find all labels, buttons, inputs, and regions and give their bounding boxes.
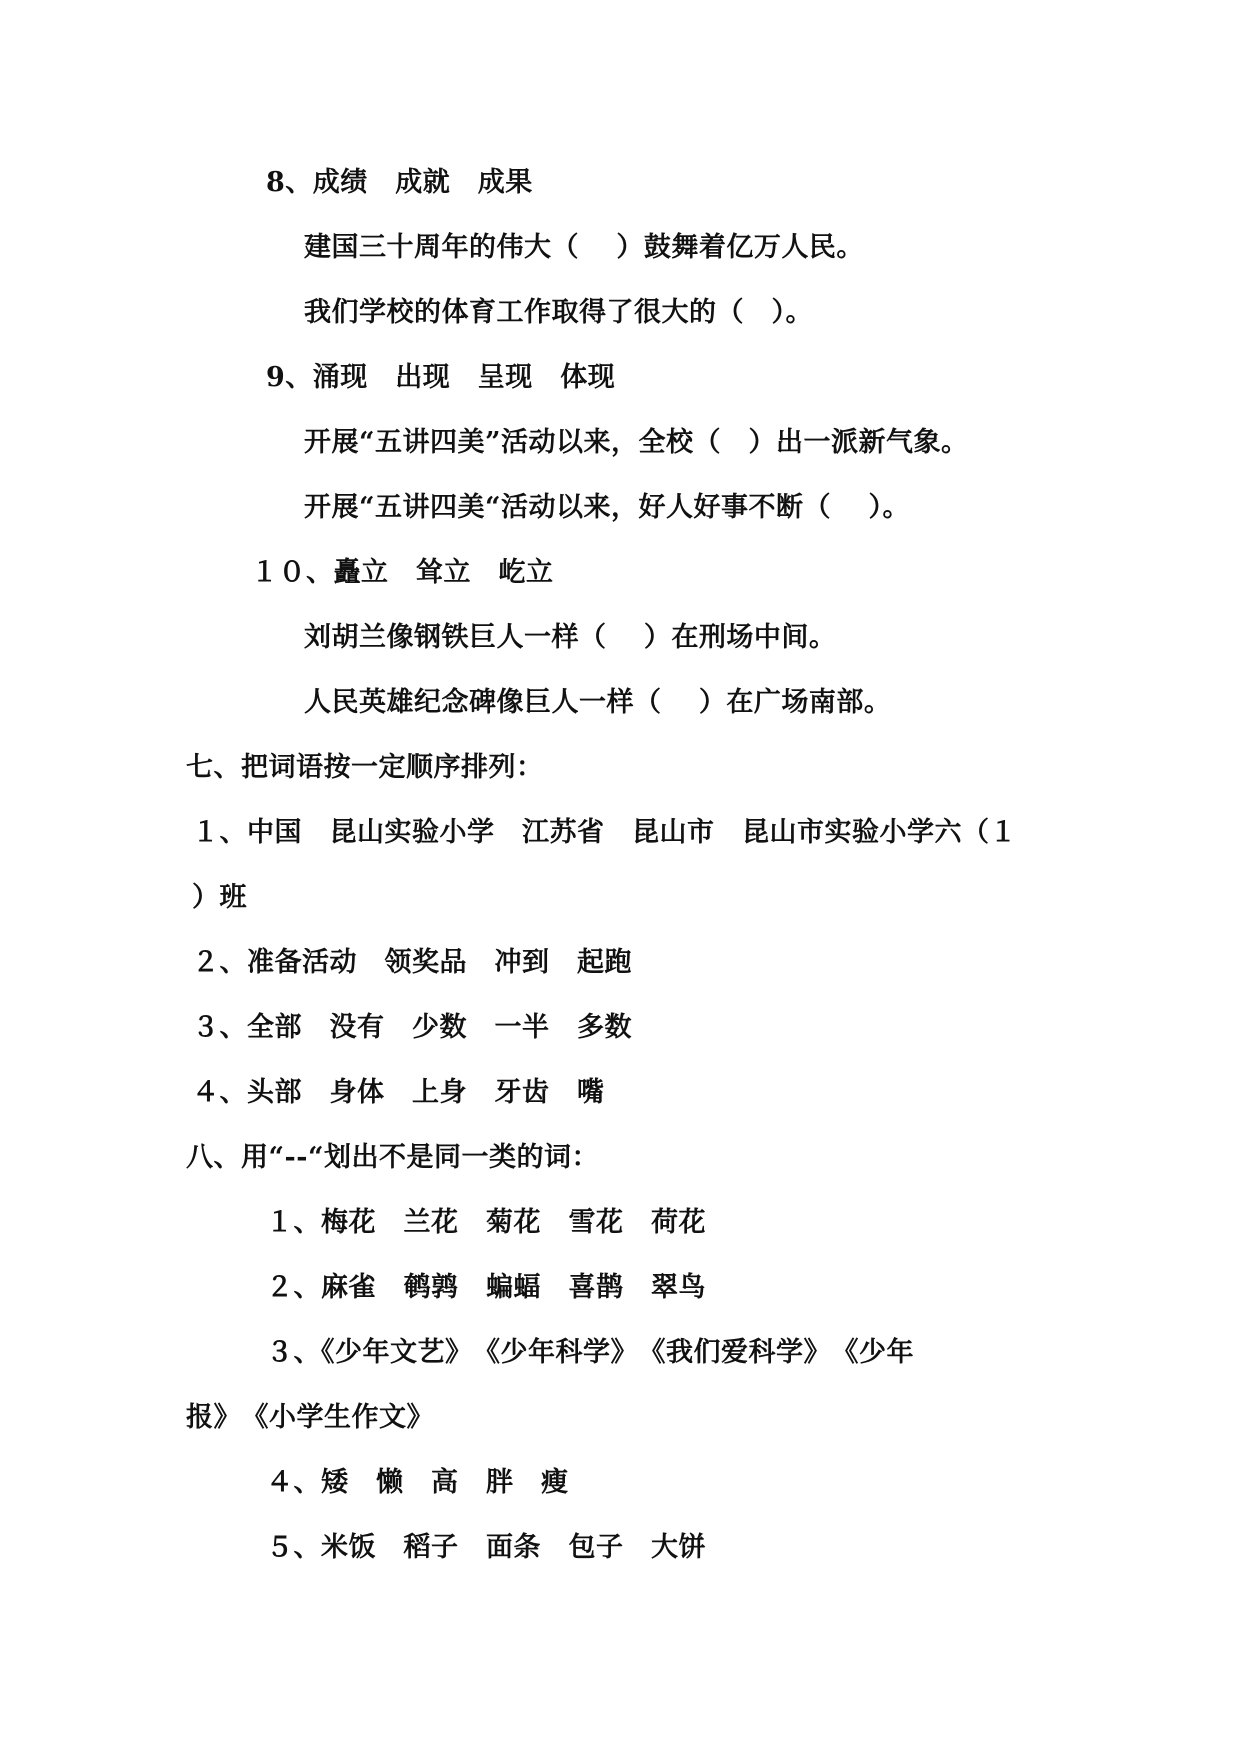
question-10-sentence-1: 刘胡兰像钢铁巨人一样（ ）在刑场中间。: [304, 622, 837, 653]
question-8-sentence-2: 我们学校的体育工作取得了很大的（ ）。: [304, 297, 813, 328]
section-7-item-3: ３、全部 没有 少数 一半 多数: [192, 1012, 632, 1043]
section-7-item-2: ２、准备活动 领奖品 冲到 起跑: [192, 947, 632, 978]
question-8-sentence-1: 建国三十周年的伟大（ ）鼓舞着亿万人民。: [304, 232, 864, 263]
section-8-item-1: １、梅花 兰花 菊花 雪花 荷花: [266, 1207, 706, 1238]
section-7-item-1-line-1: １、中国 昆山实验小学 江苏省 昆山市 昆山市实验小学六（１: [192, 817, 1017, 848]
section-7-heading: 七、把词语按一定顺序排列：: [186, 752, 544, 783]
question-10-sentence-2: 人民英雄纪念碑像巨人一样（ ）在广场南部。: [304, 687, 892, 718]
section-8-item-3-line-2: 报》 《小学生作文》: [186, 1402, 434, 1433]
section-8-item-3-line-1: ３、《少年文艺》 《少年科学》 《我们爱科学》 《少年: [266, 1337, 914, 1368]
section-8-item-5: ５、米饭 稻子 面条 包子 大饼: [266, 1532, 706, 1563]
question-10-heading: １０、矗立 耸立 屹立: [251, 557, 554, 588]
question-9-sentence-1: 开展“五讲四美”活动以来，全校（ ）出一派新气象。: [304, 427, 969, 458]
section-7-item-1-line-2: ）班: [192, 882, 247, 913]
question-9-sentence-2: 开展“五讲四美“活动以来，好人好事不断（ ）。: [304, 492, 910, 523]
question-8-heading: 8、成绩 成就 成果: [266, 167, 533, 198]
question-9-heading: 9、涌现 出现 呈现 体现: [266, 362, 616, 393]
section-7-item-4: ４、头部 身体 上身 牙齿 嘴: [192, 1077, 605, 1108]
section-8-heading: 八、用“--“划出不是同一类的词：: [186, 1142, 599, 1173]
section-8-item-4: ４、矮 懒 高 胖 瘦: [266, 1467, 569, 1498]
section-8-item-2: ２、麻雀 鹌鹑 蝙蝠 喜鹊 翠鸟: [266, 1272, 706, 1303]
